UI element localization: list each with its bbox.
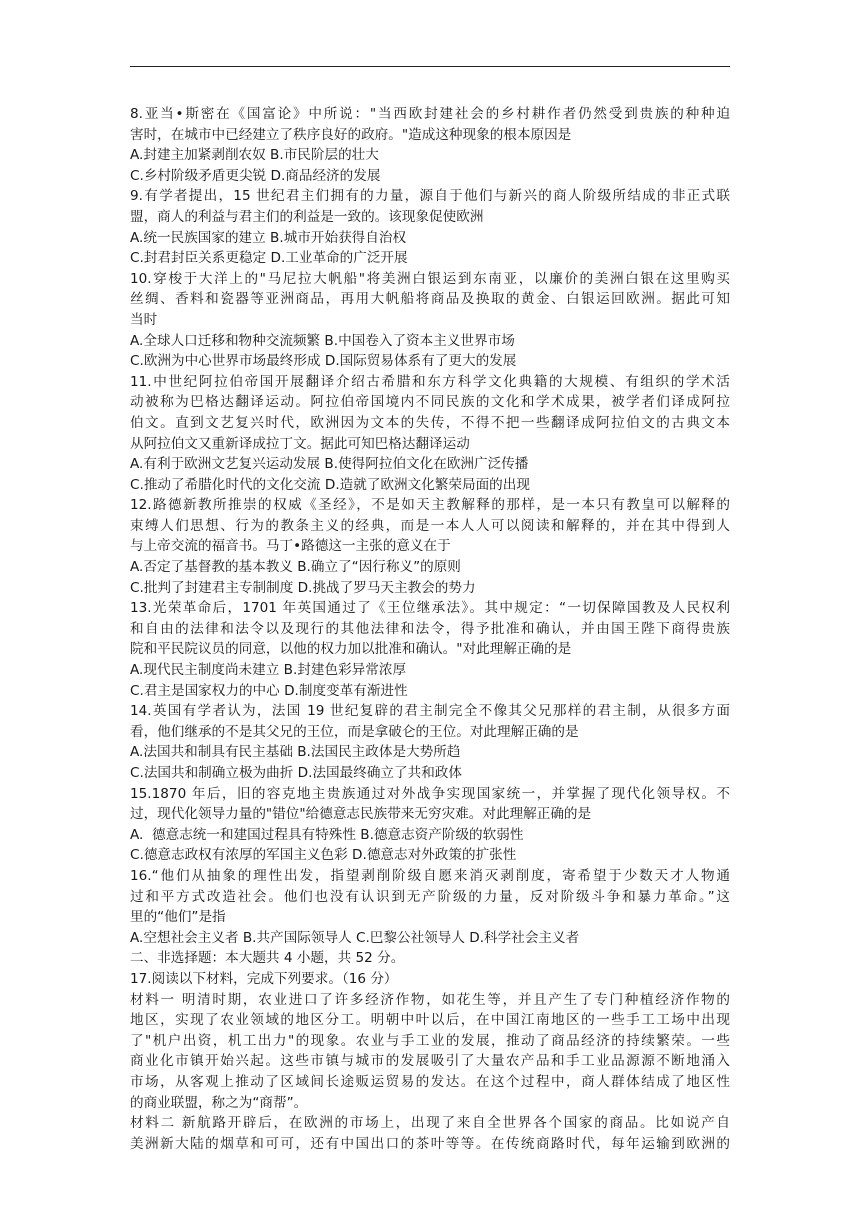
text-line: 过和平方式改造社会。他们也没有认识到无产阶级的力量，反对阶级斗争和暴力革命。”这	[130, 888, 730, 905]
text-line: 17.阅读以下材料，完成下列要求。（16 分）	[130, 970, 398, 987]
text-line: 地区，实现了农业领域的地区分工。明朝中叶以后，在中国江南地区的一些手工工场中出现	[130, 1012, 730, 1029]
text-line: C.批判了封建君主专制制度 D.挑战了罗马天主教会的势力	[130, 579, 476, 596]
text-line: C.德意志政权有浓厚的军国主义色彩 D.德意志对外政策的扩张性	[130, 847, 517, 864]
text-line: 材料一 明清时期，农业进口了许多经济作物，如花生等，并且产生了专门种植经济作物的	[130, 991, 730, 1008]
text-line: A.否定了基督教的基本教义 B.确立了“因行称义”的原则	[130, 559, 461, 576]
text-line: C.君主是国家权力的中心 D.制度变革有渐进性	[130, 682, 408, 699]
text-line: 美洲新大陆的烟草和可可，还有中国出口的茶叶等等。在传统商路时代，每年运输到欧洲的	[130, 1135, 730, 1152]
text-line: 11.中世纪阿拉伯帝国开展翻译介绍古希腊和东方科学文化典籍的大规模、有组织的学术活	[130, 373, 730, 390]
text-line: 15.1870 年后，旧的容克地主贵族通过对外战争实现国家统一，并掌握了现代化领导权。不	[130, 785, 730, 802]
text-line: A.统一民族国家的建立 B.城市开始获得自治权	[130, 229, 407, 246]
text-line: 13.光荣革命后，1701 年英国通过了《王位继承法》。其中规定：“一切保障国教及人民权利	[130, 600, 730, 617]
text-line: 材料二 新航路开辟后，在欧洲的市场上，出现了来自全世界各个国家的商品。比如说产自	[130, 1115, 730, 1132]
text-line: 丝绸、香料和瓷器等亚洲商品，再用大帆船将商品及换取的黄金、白银运回欧洲。据此可知	[130, 291, 730, 308]
text-line: 10.穿梭于大洋上的"马尼拉大帆船"将美洲白银运到东南亚，以廉价的美洲白银在这里购买	[130, 270, 730, 287]
text-line	[130, 1154, 730, 1175]
text-line: 看，他们继承的不是其父兄的王位，而是拿破仑的王位。对此理解正确的是	[130, 723, 579, 740]
text-line: 市场，从客观上推动了区域间长途贩运贸易的发达。在这个过程中，商人群体结成了地区性	[130, 1073, 730, 1090]
text-line: 当时	[130, 311, 158, 328]
text-line: C.欧洲为中心世界市场最终形成 D.国际贸易体系有了更大的发展	[130, 353, 517, 370]
text-line: C.封君封臣关系更稳定 D.工业革命的广泛开展	[130, 250, 408, 267]
text-line: 8.亚当•斯密在《国富论》中所说："当西欧封建社会的乡村耕作者仍然受到贵族的种种迫	[130, 106, 730, 122]
text-line: 束缚人们思想、行为的教条主义的经典，而是一本人人可以阅读和解释的，并在其中得到人	[130, 517, 730, 534]
text-line: 商业化市镇开始兴起。这些市镇与城市的发展吸引了大量农产品和手工业品源源不断地涌入	[130, 1053, 730, 1070]
text-line: 与上帝交流的福音书。马丁•路德这一主张的意义在于	[130, 538, 451, 555]
text-line: A.有利于欧洲文艺复兴运动发展 B.使得阿拉伯文化在欧洲广泛传播	[130, 456, 529, 473]
text-line: 院和平民院议员的同意，以他的权力加以批准和确认。"对此理解正确的是	[130, 641, 572, 658]
text-line: 9.有学者提出，15 世纪君主们拥有的力量，源自于他们与新兴的商人阶级所结成的非正式联	[130, 188, 730, 205]
text-line: C.乡村阶级矛盾更尖锐 D.商品经济的发展	[130, 167, 381, 184]
text-line: 16.“他们从抽象的理性出发，指望剥削阶级自愿来消灭剥削度，寄希望于少数天才人物通	[130, 867, 730, 884]
text-line: A.封建主加紧剥削农奴 B.市民阶层的壮大	[130, 147, 379, 164]
text-line: 二、非选择题：本大题共 4 小题，共 52 分。	[130, 950, 405, 967]
text-line: C.推动了希腊化时代的文化交流 D.造就了欧洲文化繁荣局面的出现	[130, 476, 530, 493]
text-line: A.现代民主制度尚未建立 B.封建色彩异常浓厚	[130, 662, 407, 679]
text-line: 过，现代化领导力量的"错位"给德意志民族带来无穷灾难。对此理解正确的是	[130, 806, 592, 823]
text-line: A.全球人口迁移和物种交流频繁 B.中国卷入了资本主义世界市场	[130, 332, 515, 349]
text-line: 里的“他们”是指	[130, 909, 226, 926]
text-line: 伯文。直到文艺复兴时代，欧洲因为文本的失传，不得不把一些翻译成阿拉伯文的古典文本	[130, 414, 730, 431]
text-line: 的商业联盟，称之为“商帮”。	[130, 1094, 308, 1111]
text-line: 动被称为巴格达翻译运动。阿拉伯帝国境内不同民族的文化和学术成果，被学者们译成阿拉	[130, 394, 730, 411]
text-line: 14.英国有学者认为，法国 19 世纪复辟的君主制完全不像其父兄那样的君主制，从很多方面	[130, 703, 730, 720]
text-line: 和自由的法律和法令以及现行的其他法律和法令，得予批准和确认，并由国王陛下商得贵族	[130, 620, 730, 637]
text-line: A. 德意志统一和建国过程具有特殊性 B.德意志资产阶级的软弱性	[130, 826, 524, 843]
document-body	[130, 104, 730, 1175]
header-rule	[130, 66, 730, 67]
text-line: 盟，商人的利益与君主们的利益是一致的。该现象促使欧洲	[130, 208, 484, 225]
text-line: 从阿拉伯文又重新译成拉丁文。据此可知巴格达翻译运动	[130, 435, 470, 452]
text-line: C.法国共和制确立极为曲折 D.法国最终确立了共和政体	[130, 765, 462, 781]
text-line: 害时，在城市中已经建立了秩序良好的政府。"造成这种现象的根本原因是	[130, 126, 572, 143]
text-line: 12.路德新教所推崇的权威《圣经》，不是如天主教解释的那样，是一本只有教皇可以解释的	[130, 497, 730, 514]
text-line: A.空想社会主义者 B.共产国际领导人 C.巴黎公社领导人 D.科学社会主义者	[130, 929, 580, 946]
text-line: 了"机户出资，机工出力"的现象。农业与手工业的发展，推动了商品经济的持续繁荣。一些	[130, 1032, 730, 1049]
text-line: A.法国共和制具有民主基础 B.法国民主政体是大势所趋	[130, 744, 461, 761]
